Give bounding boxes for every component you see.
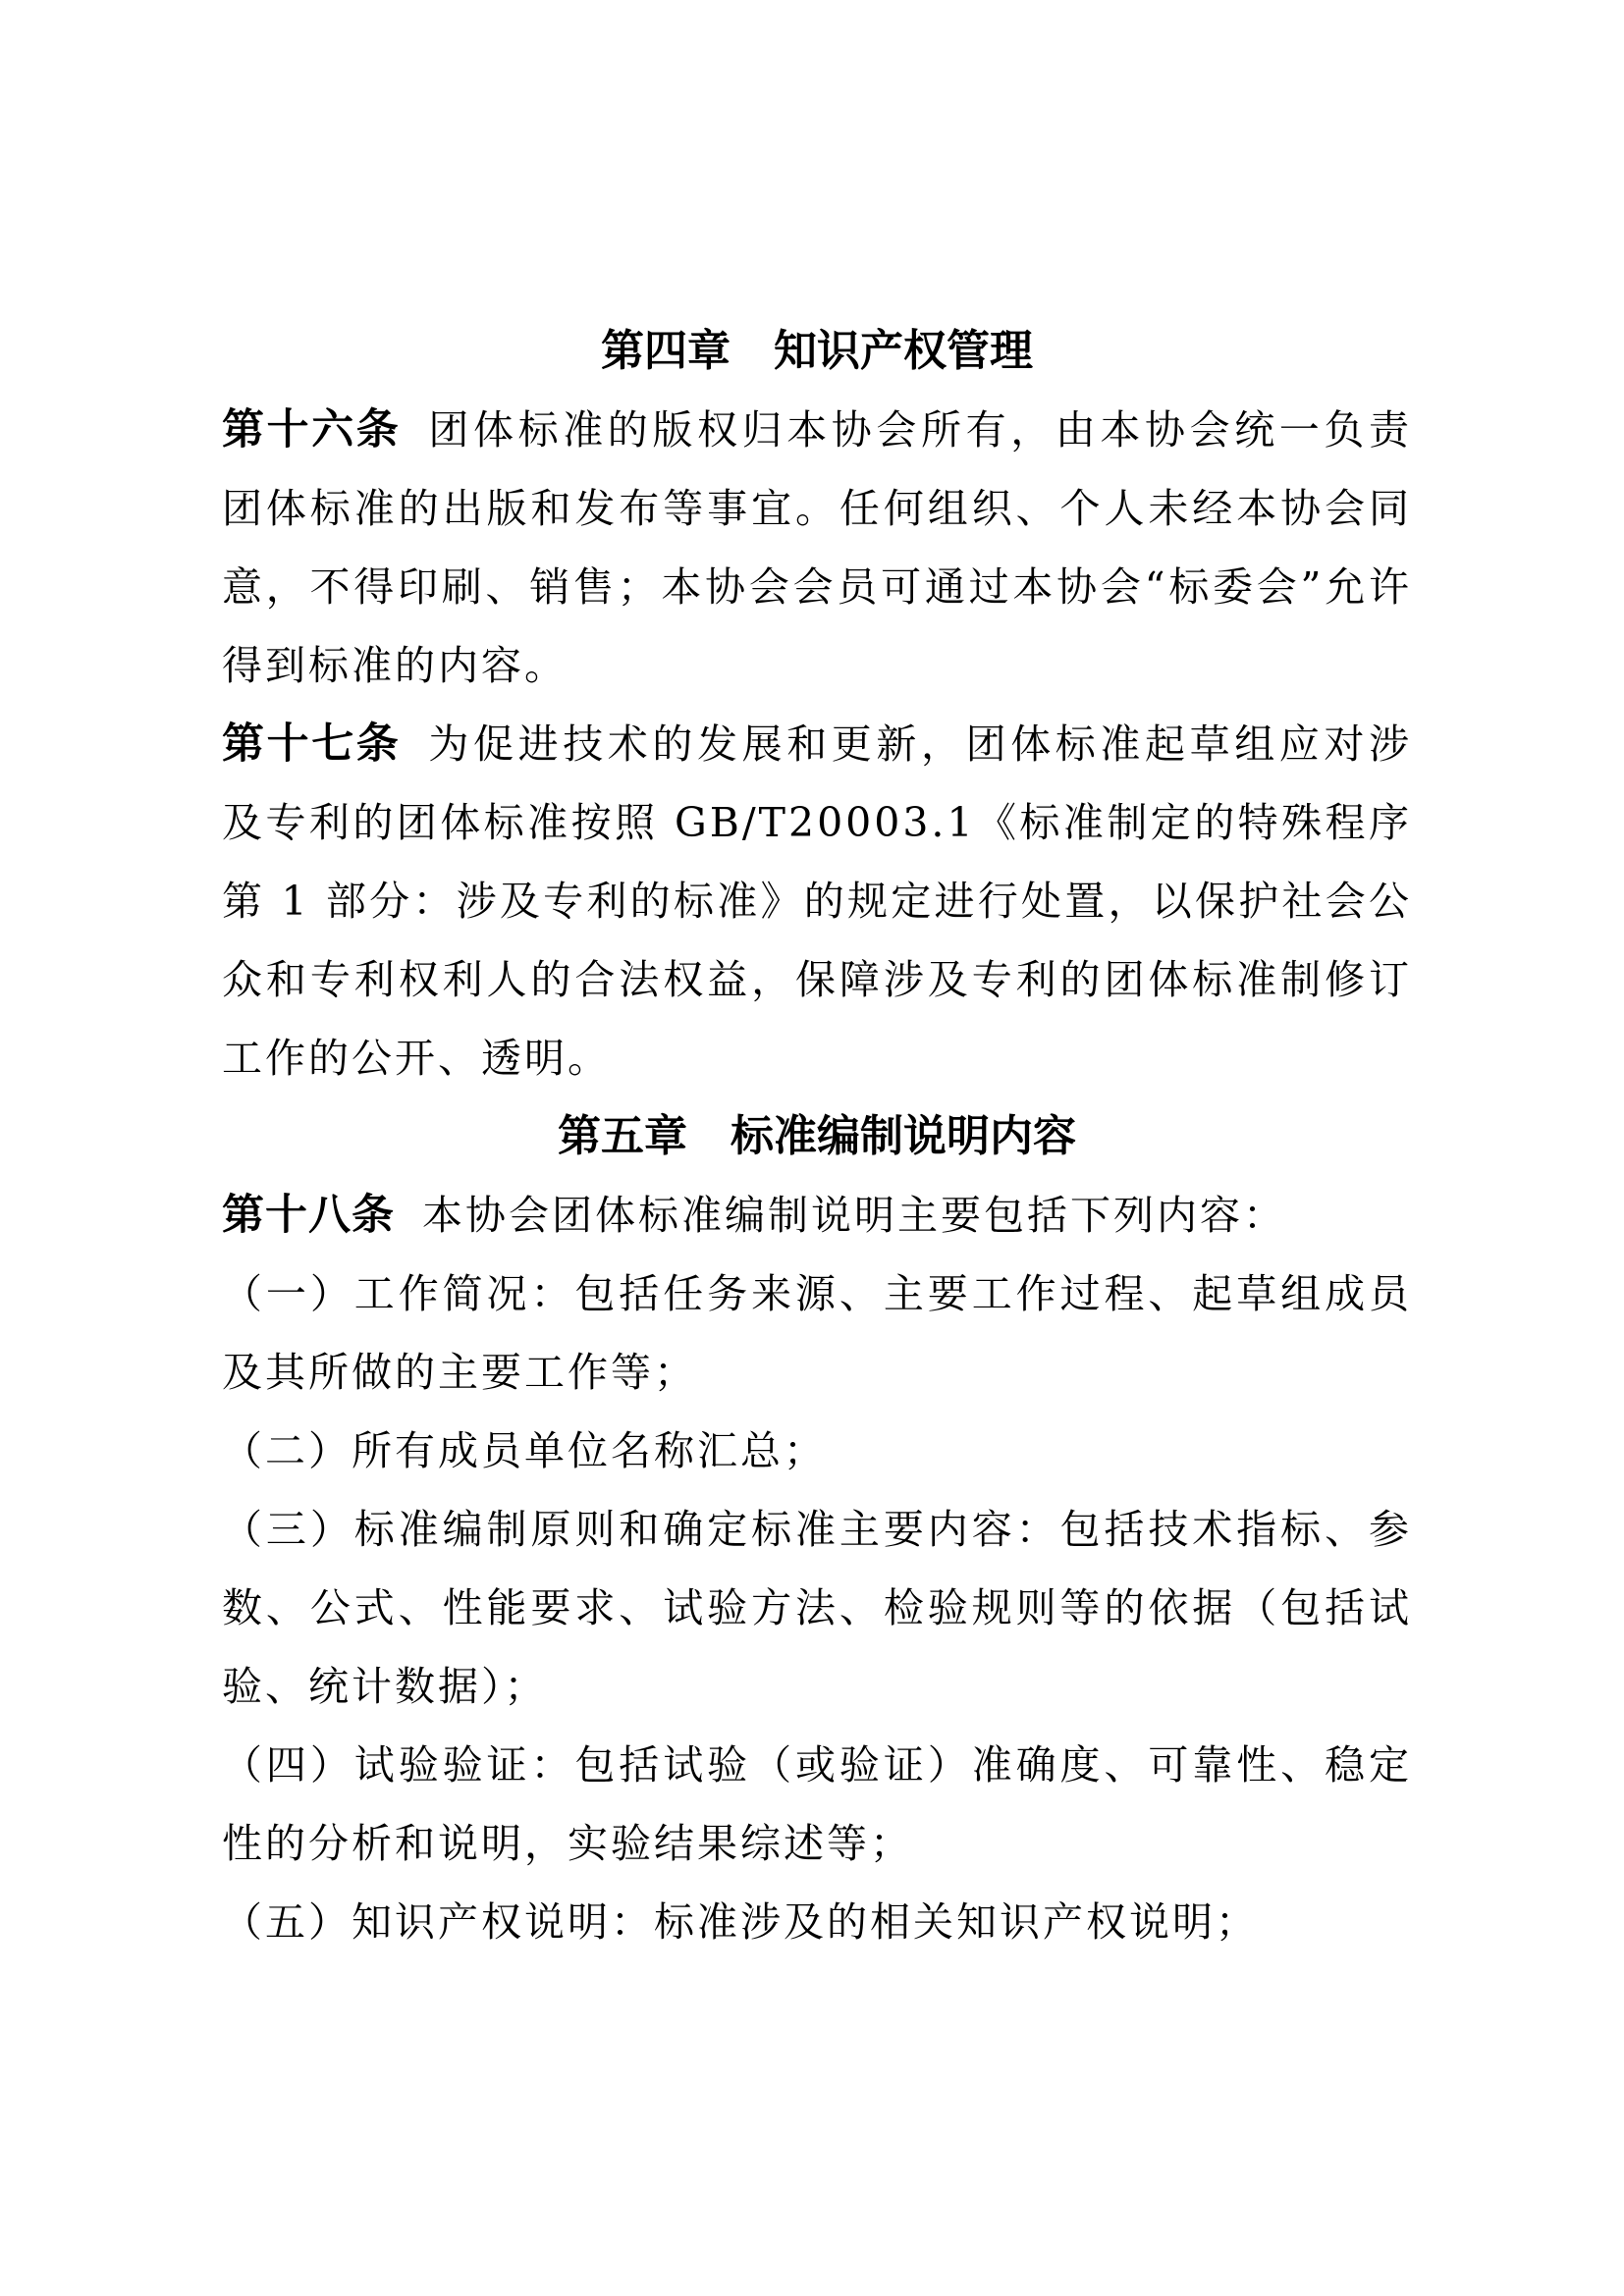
article-17 (222, 705, 1412, 1097)
article-16 (222, 391, 1412, 705)
article-17-text: 为促进技术的发展和更新，团体标准起草组应对涉及专利的团体标准按照 GB/T20003.1《标准制定的特殊程序第 1 部分：涉及专利的标准》的规定进行处置，以保护社会公众和专利权利人的合法权益，保障涉及专利的团体标准制修订工作的公开、透明。 (222, 721, 1413, 1082)
article-18-item-2: （二）所有成员单位名称汇总； (222, 1427, 827, 1474)
article-18-text: 本协会团体标准编制说明主要包括下列内容： (422, 1192, 1286, 1239)
chapter-5-title: 第五章 标准编制说明内容 (558, 1111, 1076, 1161)
article-18 (222, 1176, 1412, 1255)
article-18-item-4: （四）试验验证：包括试验（或验证）准确度、可靠性、稳定性的分析和说明，实验结果综述等； (222, 1741, 1412, 1867)
article-17-label: 第十七条 (222, 720, 402, 769)
article-18-item-1: （一）工作简况：包括任务来源、主要工作过程、起草组成员及其所做的主要工作等； (222, 1270, 1412, 1396)
article-16-text: 团体标准的版权归本协会所有，由本协会统一负责团体标准的出版和发布等事宜。任何组织、个人未经本协会同意，不得印刷、销售；本协会会员可通过本协会“标委会”允许得到标准的内容。 (222, 406, 1413, 689)
article-18-item-5: （五）知识产权说明：标准涉及的相关知识产权说明； (222, 1898, 1259, 1946)
document-content (222, 312, 1412, 1961)
article-16-label: 第十六条 (222, 405, 402, 454)
chapter-4-title: 第四章 知识产权管理 (601, 326, 1033, 376)
article-18-label: 第十八条 (222, 1191, 395, 1240)
article-18-item-3: （三）标准编制原则和确定标准主要内容：包括技术指标、参数、公式、性能要求、试验方法、检验规则等的依据（包括试验、统计数据）； (222, 1506, 1412, 1710)
